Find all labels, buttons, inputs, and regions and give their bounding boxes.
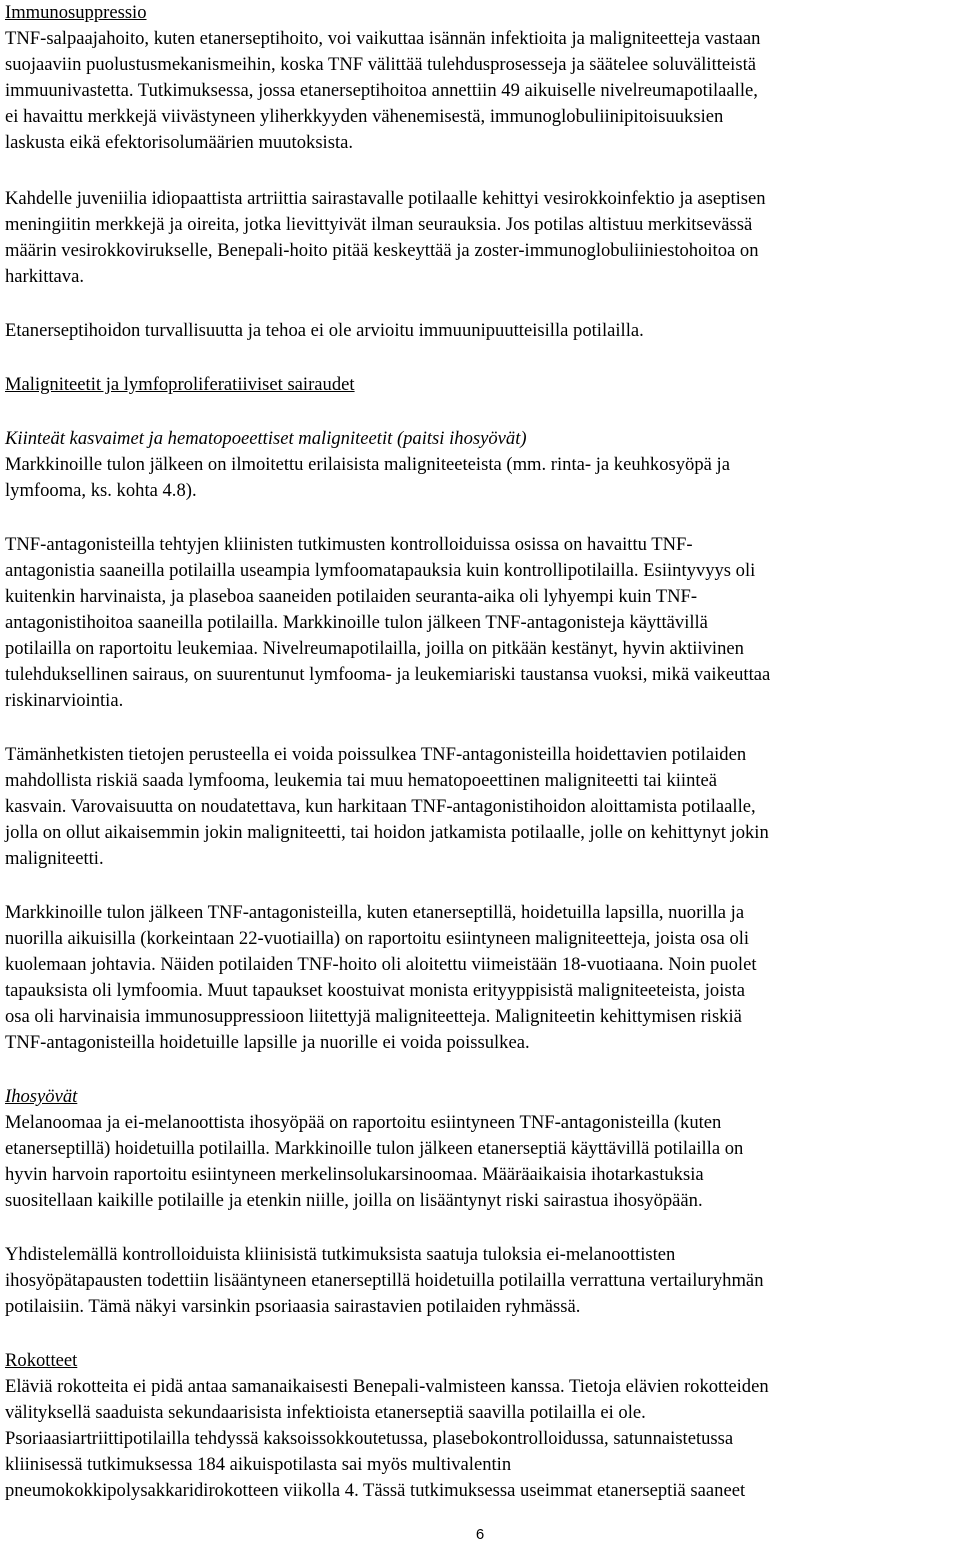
text-line: potilailla on raportoitu leukemiaa. Nivelreumapotilailla, joilla on pitkään kestänyt, hyvin aktiivinen — [5, 638, 744, 659]
text-line: osa oli harvinaisia immunosuppressioon liitettyjä maligniteetteja. Maligniteetin kehittymisen riskiä — [5, 1006, 742, 1027]
text-line: laskusta eikä efektorisolumäärien muutoksista. — [5, 132, 354, 153]
text-line: määrin vesirokkovirukselle, Benepali-hoito pitää keskeyttää ja zoster-immunoglobuliiniestohoitoa on — [5, 240, 759, 261]
text-line: Psoriaasiartriittipotilailla tehdyssä kaksoissokkoutetussa, plasebokontrolloidussa, satunnaistetussa — [5, 1428, 734, 1449]
text-line: pneumokokkipolysakkaridirokotteen viikolla 4. Tässä tutkimuksessa useimmat etanerseptiä saaneet — [5, 1480, 746, 1501]
text-line: Melanoomaa ja ei-melanoottista ihosyöpää on raportoitu esiintyneen TNF-antagonisteilla (kuten — [5, 1112, 722, 1133]
text-line: ei havaittu merkkejä viivästyneen yliherkkyyden vähenemisestä, immunoglobuliinipitoisuuksien — [5, 106, 724, 127]
text-line: suojaaviin puolustusmekanismeihin, koska TNF välittää tulehdusprosesseja ja säätelee soluvälitteistä — [5, 54, 757, 75]
text-line: Tämänhetkisten tietojen perusteella ei voida poissulkea TNF-antagonisteilla hoidettavien potilaiden — [5, 744, 747, 765]
text-line: immuunivastetta. Tutkimuksessa, jossa etanerseptihoitoa annettiin 49 aikuiselle nivelreumapotilaalle, — [5, 80, 758, 101]
text-line: maligniteetti. — [5, 848, 104, 869]
text-line: TNF-antagonisteilla tehtyjen kliinisten tutkimusten kontrolloiduissa osissa on havaittu TNF- — [5, 534, 693, 555]
text-line: riskinarviointia. — [5, 690, 124, 711]
text-line: nuorilla aikuisilla (korkeintaan 22-vuotiailla) on raportoitu esiintyneen maligniteetteja, joista osa oli — [5, 928, 750, 949]
text-line: Kahdelle juveniilia idiopaattista artriittia sairastavalle potilaalle kehittyi vesirokkoinfektio ja aseptisen — [5, 188, 766, 209]
text-line: potilaisiin. Tämä näkyi varsinkin psoriaasia sairastavien potilaiden ryhmässä. — [5, 1296, 581, 1317]
text-line: Etanerseptihoidon turvallisuutta ja tehoa ei ole arvioitu immuunipuutteisilla potilailla. — [5, 320, 644, 341]
text-line: suositellaan kaikille potilaille ja etenkin niille, joilla on lisääntynyt riski sairastua ihosyöpään. — [5, 1190, 703, 1211]
text-line: etanerseptillä) hoidetuilla potilailla. Markkinoille tulon jälkeen etanerseptiä käyttävillä potilailla on — [5, 1138, 744, 1159]
section-heading-immunosuppression: Immunosuppressio — [5, 2, 147, 23]
section-heading-vaccinations: Rokotteet — [5, 1350, 78, 1371]
text-line: Markkinoille tulon jälkeen on ilmoitettu erilaisista maligniteeteista (mm. rinta- ja keuhkosyöpä ja — [5, 454, 730, 475]
text-line: kliinisessä tutkimuksessa 184 aikuispotilasta sai myös multivalentin — [5, 1454, 512, 1475]
subheading-solid-tumours: Kiinteät kasvaimet ja hematopoeettiset maligniteetit (paitsi ihosyövät) — [5, 428, 527, 449]
text-line: antagonistihoitoa saaneilla potilailla. Markkinoille tulon jälkeen TNF-antagonisteja käyttävillä — [5, 612, 708, 633]
text-line: Yhdistelemällä kontrolloiduista kliinisistä tutkimuksista saatuja tuloksia ei-melanoottisten — [5, 1244, 676, 1265]
text-line: Markkinoille tulon jälkeen TNF-antagonisteilla, kuten etanerseptillä, hoidetuilla lapsilla, nuorilla ja — [5, 902, 745, 923]
text-line: lymfooma, ks. kohta 4.8). — [5, 480, 197, 501]
text-line: meningiitin merkkejä ja oireita, jotka lievittyivät ilman seurauksia. Jos potilas altistuu merkitsevässä — [5, 214, 753, 235]
text-line: mahdollista riskiä saada lymfooma, leukemia tai muu hematopoeettinen maligniteetti tai kiinteä — [5, 770, 718, 791]
text-line: TNF-salpaajahoito, kuten etanerseptihoito, voi vaikuttaa isännän infektioita ja maligniteetteja vastaan — [5, 28, 761, 49]
text-line: kasvain. Varovaisuutta on noudatettava, kun harkitaan TNF-antagonistihoidon aloittamista potilaalle, — [5, 796, 756, 817]
text-line: antagonistia saaneilla potilailla useampia lymfoomatapauksia kuin kontrollipotilailla. Esiintyvyys oli — [5, 560, 756, 581]
section-heading-skin-cancers: Ihosyövät — [5, 1086, 78, 1107]
text-line: Eläviä rokotteita ei pidä antaa samanaikaisesti Benepali-valmisteen kanssa. Tietoja elävien rokotteiden — [5, 1376, 769, 1397]
text-line: kuitenkin harvinaista, ja plaseboa saaneiden potilaiden seuranta-aika oli lyhyempi kuin TNF- — [5, 586, 698, 607]
text-line: tulehduksellinen sairaus, on suurentunut lymfooma- ja leukemiariski taustansa vuoksi, mikä vaikeuttaa — [5, 664, 771, 685]
text-line: jolla on ollut aikaisemmin jokin maligniteetti, tai hoidon jatkamista potilaalle, jolle on kehittynyt jokin — [5, 822, 769, 843]
text-line: tapauksista oli lymfoomia. Muut tapaukset koostuivat monista erityyppisistä maligniteeteista, joista — [5, 980, 746, 1001]
page-number: 6 — [475, 1526, 485, 1543]
text-line: ihosyöpätapausten todettiin lisääntyneen etanerseptillä hoidetuilla potilailla verrattuna vertailuryhmän — [5, 1270, 764, 1291]
text-line: välityksellä saaduista sekundaarisista infektioista etanerseptiä saavilla potilailla ei ole. — [5, 1402, 646, 1423]
text-line: hyvin harvoin raportoitu esiintyneen merkelinsolukarsinoomaa. Määräaikaisia ihotarkastuksia — [5, 1164, 704, 1185]
text-line: kuolemaan johtavia. Näiden potilaiden TNF-hoito oli aloitettu viimeistään 18-vuotiaana. Noin puolet — [5, 954, 757, 975]
section-heading-malignancies: Maligniteetit ja lymfoproliferatiiviset sairaudet — [5, 374, 355, 395]
text-line: TNF-antagonisteilla hoidetuille lapsille ja nuorille ei voida poissulkea. — [5, 1032, 530, 1053]
text-line: harkittava. — [5, 266, 84, 287]
